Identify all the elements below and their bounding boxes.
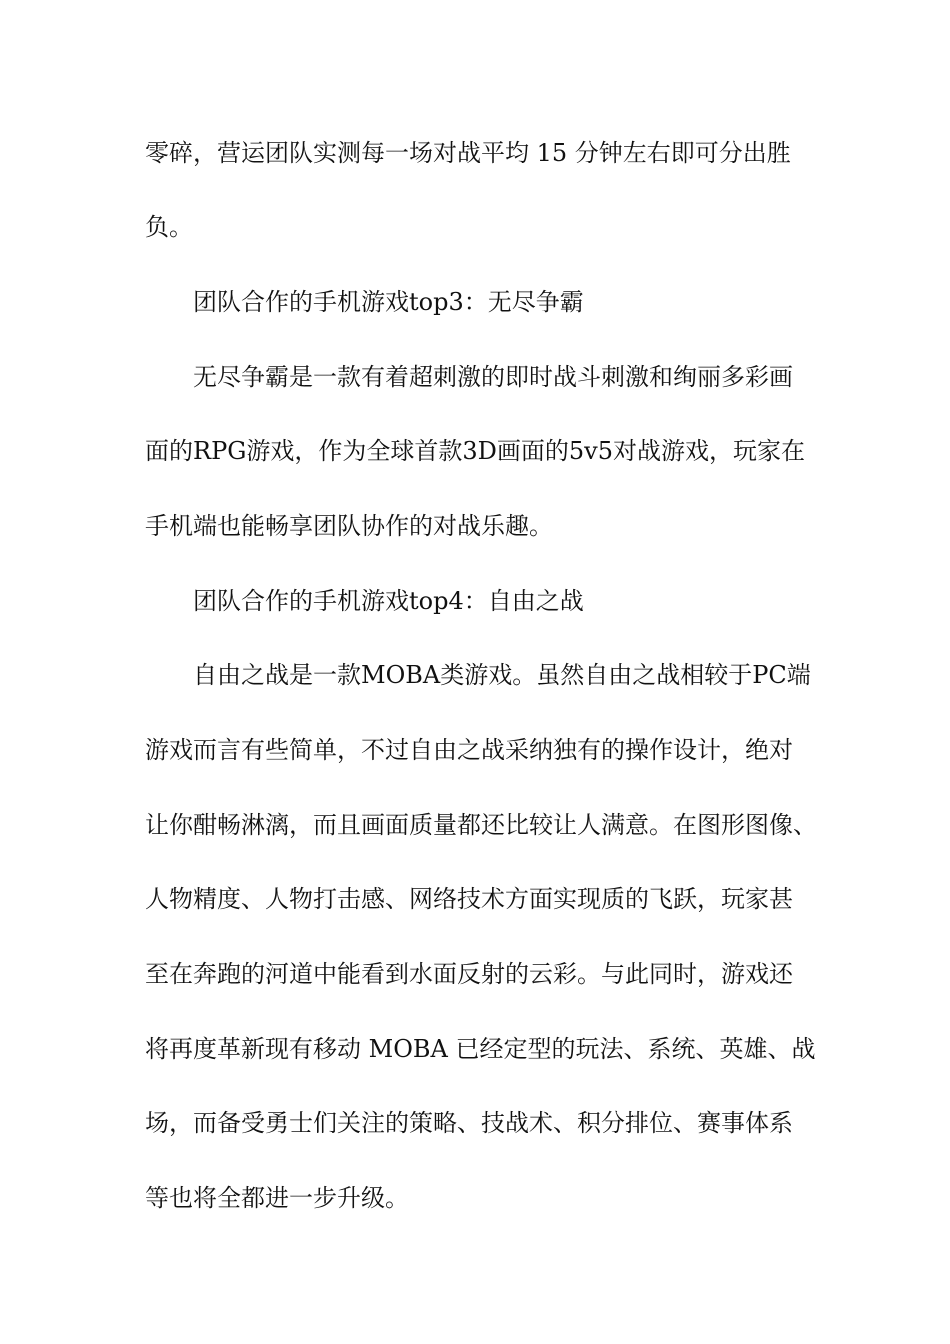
paragraph-line: 至在奔跑的河道中能看到水面反射的云彩。与此同时，游戏还 [145, 960, 793, 988]
paragraph-line: 手机端也能畅享团队协作的对战乐趣。 [145, 512, 553, 540]
paragraph-line: 自由之战是一款MOBA类游戏。虽然自由之战相较于PC端 [193, 661, 811, 689]
section-heading: 团队合作的手机游戏top3：无尽争霸 [193, 288, 584, 316]
paragraph-line: 场，而备受勇士们关注的策略、技战术、积分排位、赛事体系 [145, 1109, 793, 1137]
paragraph-line: 将再度革新现有移动 MOBA 已经定型的玩法、系统、英雄、战 [145, 1035, 816, 1063]
paragraph-line: 人物精度、人物打击感、网络技术方面实现质的飞跃，玩家甚 [145, 885, 793, 913]
paragraph-line: 无尽争霸是一款有着超刺激的即时战斗刺激和绚丽多彩画 [193, 363, 793, 391]
paragraph-line: 让你酣畅淋漓，而且画面质量都还比较让人满意。在图形图像、 [145, 811, 817, 839]
paragraph-line: 等也将全都进一步升级。 [145, 1184, 409, 1212]
paragraph-line: 游戏而言有些简单，不过自由之战采纳独有的操作设计，绝对 [145, 736, 793, 764]
section-heading: 团队合作的手机游戏top4：自由之战 [193, 587, 584, 615]
paragraph-line: 负。 [145, 213, 193, 241]
paragraph-line: 零碎，营运团队实测每一场对战平均 15 分钟左右即可分出胜 [145, 139, 791, 167]
paragraph-line: 面的RPG游戏，作为全球首款3D画面的5v5对战游戏，玩家在 [145, 437, 805, 465]
